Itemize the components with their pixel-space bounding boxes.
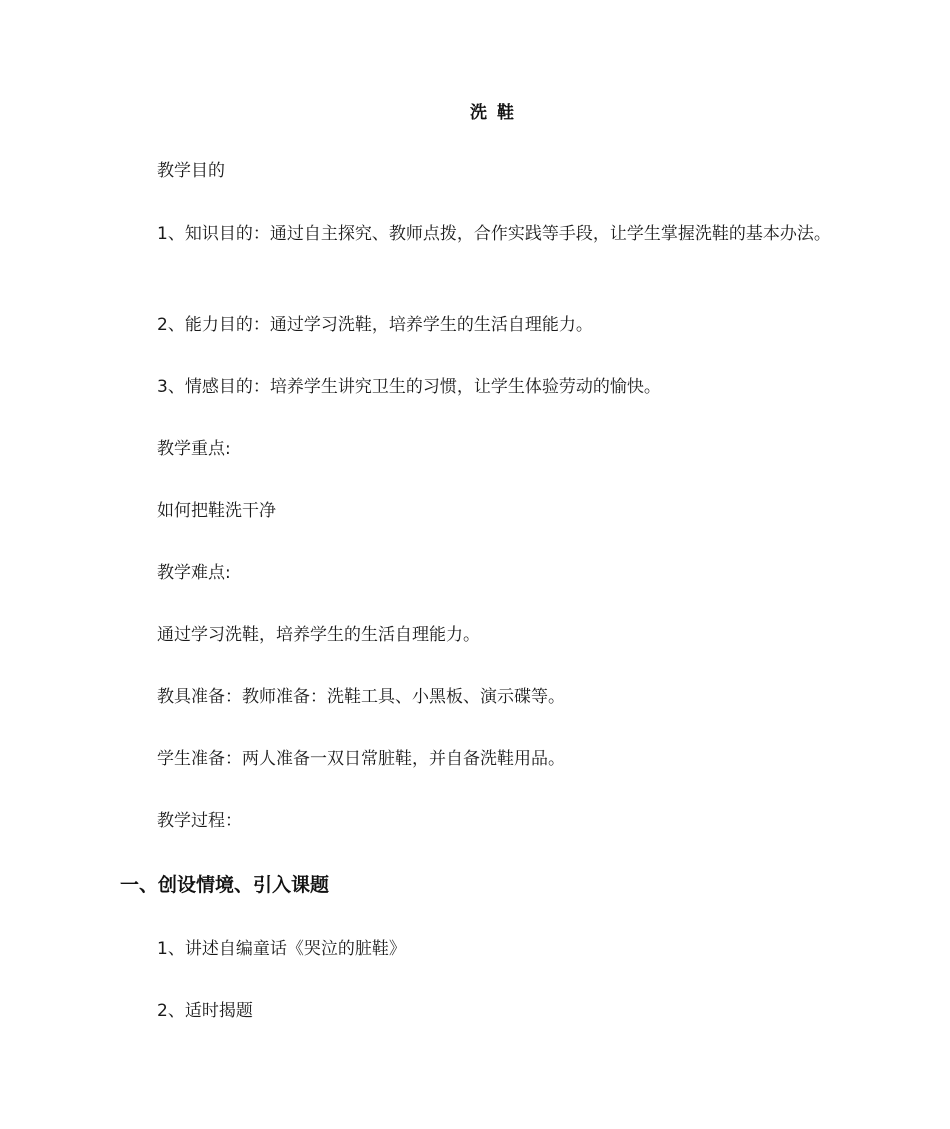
section-heading: 一、创设情境、引入课题 [120, 874, 330, 896]
objective-ability: 2、能力目的：通过学习洗鞋，培养学生的生活自理能力。 [157, 315, 593, 335]
document-title: 洗 鞋 [470, 103, 516, 123]
process-heading: 教学过程： [157, 811, 242, 831]
difficulty-heading: 教学难点: [157, 563, 231, 583]
difficulty-text: 通过学习洗鞋，培养学生的生活自理能力。 [157, 625, 480, 645]
step-one: 1、讲述自编童话《哭泣的脏鞋》 [157, 939, 406, 959]
key-point-heading: 教学重点: [157, 439, 231, 459]
objective-knowledge: 1、知识目的：通过自主探究、教师点拨，合作实践等手段，让学生掌握洗鞋的基本办法。 [157, 224, 831, 244]
student-preparation: 学生准备：两人准备一双日常脏鞋，并自备洗鞋用品。 [157, 749, 565, 769]
objectives-heading: 教学目的 [157, 161, 225, 181]
key-point-text: 如何把鞋洗干净 [157, 501, 276, 521]
objective-emotion: 3、情感目的：培养学生讲究卫生的习惯，让学生体验劳动的愉快。 [157, 377, 661, 397]
step-two: 2、适时揭题 [157, 1001, 253, 1021]
teacher-preparation: 教具准备：教师准备：洗鞋工具、小黑板、演示碟等。 [157, 687, 565, 707]
